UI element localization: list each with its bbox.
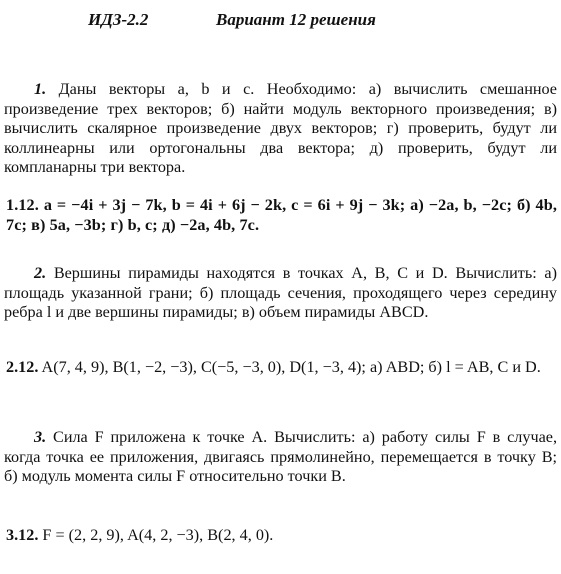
- task-3-data-number: 3.12.: [6, 526, 39, 544]
- task-3-statement: [4, 428, 557, 487]
- task-1-number: 1.: [34, 80, 47, 98]
- task-3-text: Сила F приложена к точке A. Вычислить: а) работу силы F в случае, когда точка ее приложения, двигаясь прямолинейно, перемещается в точку B; б) модуль момента силы F относительно точки B.: [4, 428, 557, 485]
- task-2-statement: [4, 264, 557, 323]
- task-2-data-number: 2.12.: [6, 358, 39, 376]
- task-2-data-text: A(7, 4, 9), B(1, −2, −3), C(−5, −3, 0), D(1, −3, 4); а) ABD; б) l = AB, C и D.: [41, 358, 541, 376]
- variant-title: Вариант 12 решения: [216, 10, 376, 29]
- task-1-text: Даны векторы a, b и c. Необходимо: а) вычислить смешанное произведение трех векторов; б) найти модуль векторного произведения; в) вычислить скалярное произведение двух векторов; г) проверить, будут ли коллинеарны или ортогональны два вектора; д) проверить, будут ли компланарны три вектора.: [4, 80, 557, 176]
- task-3-number: 3.: [34, 428, 47, 446]
- task-3-data: [6, 526, 557, 546]
- task-2-data: [6, 358, 557, 378]
- page-header: [0, 10, 561, 32]
- task-1-statement: [4, 80, 557, 178]
- task-1-data-text: a = −4i + 3j − 7k, b = 4i + 6j − 2k, c = 6i + 9j − 3k; а) −2a, b, −2c; б) 4b, 7c; в) 5a, −3b; г) b, c; д) −2a, 4b, 7c.: [6, 196, 558, 234]
- assignment-code: ИДЗ-2.2: [88, 10, 149, 29]
- task-1-data: [6, 196, 557, 235]
- task-2-text: Вершины пирамиды находятся в точках A, B, C и D. Вычислить: а) площадь указанной грани; б) площадь сечения, проходящего через середину ребра l и две вершины пирамиды; в) объем пирамиды ABCD.: [4, 264, 558, 321]
- task-1-data-number: 1.12.: [6, 196, 39, 214]
- task-3-data-text: F = (2, 2, 9), A(4, 2, −3), B(2, 4, 0).: [42, 526, 274, 544]
- task-2-number: 2.: [34, 264, 47, 282]
